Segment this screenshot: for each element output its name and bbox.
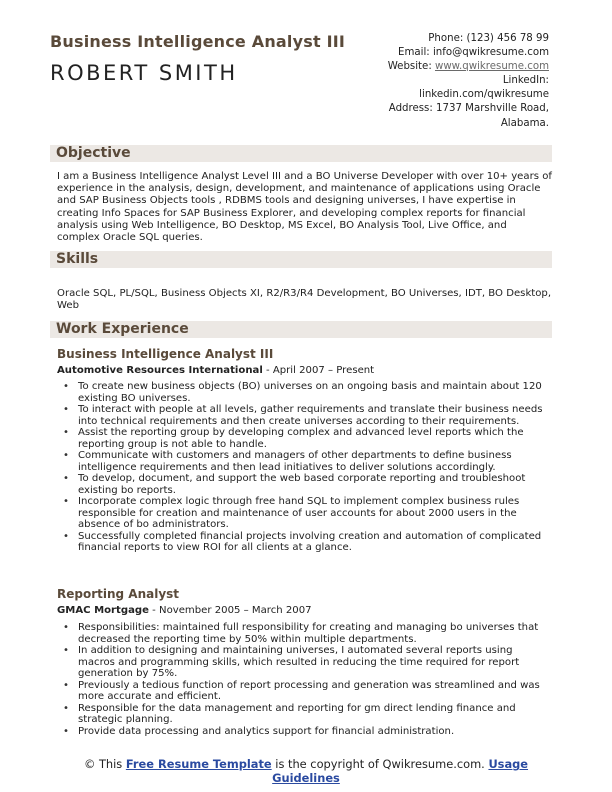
contact-phone: Phone: (123) 456 78 99 [428, 33, 549, 44]
usage-guidelines-link-part1[interactable]: Usage [488, 757, 529, 771]
person-name: ROBERT SMITH [50, 61, 238, 85]
contact-address-line2: Alabama. [500, 117, 549, 129]
list-item: • Responsible for the data management and reporting for gm direct lending finance and strategic planning. [57, 703, 552, 726]
list-item: • To create new business objects (BO) universes on an ongoing basis and maintain about 120 existing BO universes. [57, 381, 552, 404]
footer-prefix: © This [83, 757, 126, 771]
list-item: • Communicate with customers and managers of other departments to define business intelligence requirements and then lead initiatives to deliver solutions accordingly. [57, 450, 552, 473]
list-item: • Responsibilities: maintained full responsibility for creating and managing bo universes that decreased the reporting time by 50% within multiple departments. [57, 622, 552, 645]
job-1-title: Business Intelligence Analyst III [57, 347, 274, 361]
job-1-employer-line [57, 365, 374, 376]
list-item: • Incorporate complex logic through free hand SQL to implement complex business rules responsible for creation and maintenance of user accounts for about 2000 users in the absence of bo administrators. [57, 496, 552, 531]
list-item: • In addition to designing and maintaining universes, I automated several reports using macros and programming skills, which resulted in reducing the time required for report generation by 75%. [57, 645, 552, 680]
job-title: Business Intelligence Analyst III [50, 32, 346, 51]
usage-guidelines-link-part2[interactable]: Guidelines [272, 771, 340, 785]
job-2-bullets [57, 622, 552, 737]
job-1-dates: - April 2007 – Present [262, 365, 375, 376]
list-item: • Provide data processing and analytics support for financial administration. [57, 726, 552, 738]
footer [0, 757, 612, 785]
list-item: • To develop, document, and support the web based corporate reporting and troubleshoot existing bo reports. [57, 473, 552, 496]
website-link[interactable]: www.qwikresume.com [434, 61, 549, 73]
contact-linkedin-value: linkedin.com/qwikresume [419, 89, 549, 101]
website-label: Website: [387, 61, 435, 73]
job-2-employer: GMAC Mortgage [57, 605, 149, 616]
contact-email: Email: info@qwikresume.com [398, 47, 549, 59]
list-item: • To interact with people at all levels, gather requirements and translate their business needs into technical requirements and then create universes according to their requirements. [57, 404, 552, 427]
objective-heading: Objective [50, 145, 552, 162]
experience-heading: Work Experience [50, 321, 552, 338]
free-resume-template-link[interactable]: Free Resume Template [125, 757, 272, 771]
contact-website [388, 60, 549, 74]
job-2-dates: - November 2005 – March 2007 [148, 605, 312, 616]
list-item: • Successfully completed financial projects involving creation and automation of complicated financial reports to view ROI for all clients at a glance. [57, 531, 552, 554]
job-2-employer-line [57, 605, 312, 616]
objective-text: I am a Business Intelligence Analyst Level III and a BO Universe Developer with over 10+ years of experience in the analysis, design, development, and maintenance of applications using Oracle and SAP Business Objects tools , RDBMS tools and designing universes, I have expertise in creating Info Spaces for SAP Business Explorer, and developing complex reports for financial analysis using Web Intelligence, BO Desktop, MS Excel, BO Analysis Tool, Live Office, and complex Oracle SQL queries. [57, 171, 552, 244]
skills-text: Oracle SQL, PL/SQL, Business Objects XI, R2/R3/R4 Development, BO Universes, IDT, BO Desktop, Web [57, 288, 552, 312]
list-item: • Previously a tedious function of report processing and generation was streamlined and was more accurate and efficient. [57, 680, 552, 703]
skills-heading: Skills [50, 251, 552, 268]
contact-block [388, 32, 549, 131]
list-item: • Assist the reporting group by developing complex and advanced level reports which the reporting group is not able to handle. [57, 427, 552, 450]
job-1-employer: Automotive Resources International [57, 365, 263, 376]
job-2-title: Reporting Analyst [57, 587, 180, 601]
resume-header [50, 32, 345, 85]
contact-linkedin-label: LinkedIn: [502, 75, 549, 87]
job-1-bullets [57, 381, 552, 554]
contact-address-line1: Address: 1737 Marshville Road, [388, 103, 549, 115]
footer-middle: is the copyright of Qwikresume.com. [271, 757, 489, 771]
